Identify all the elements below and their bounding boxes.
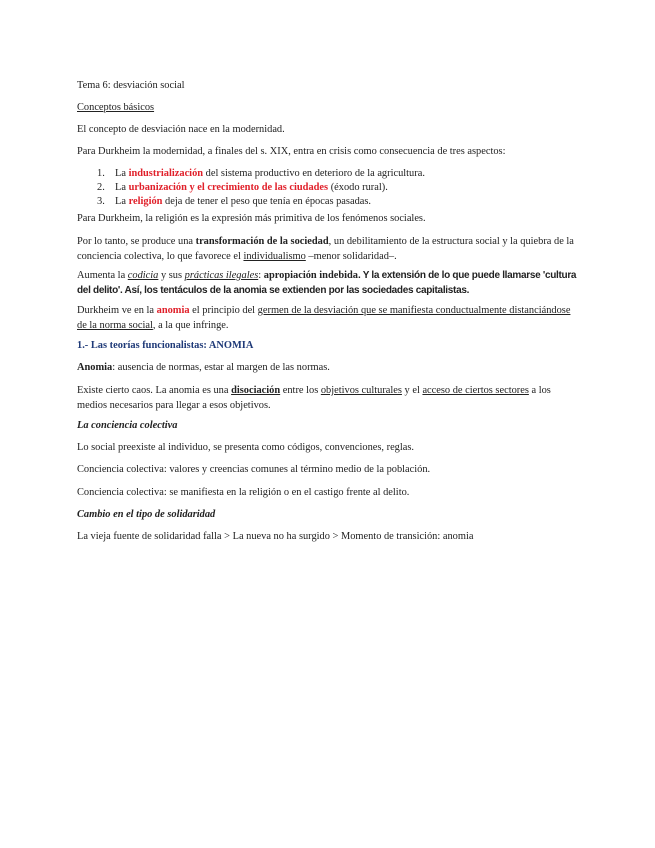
- list-number: 2.: [97, 182, 105, 193]
- highlight-term: religión: [128, 196, 163, 207]
- list-number: 1.: [97, 168, 105, 179]
- paragraph: Por lo tanto, se produce una transformación de la sociedad, un debilitamiento de la estructura social y la quiebra de la conciencia colectiva, lo que favorece el individualismo –menor solidaridad–.: [77, 236, 574, 262]
- paragraph: Existe cierto caos. La anomia es una disociación entre los objetivos culturales y el acceso de ciertos sectores a los medios necesarios para llegar a esos objetivos.: [77, 385, 551, 411]
- list-item: 1. La industrialización del sistema productivo en deterioro de la agricultura.: [97, 168, 425, 179]
- highlight-term: urbanización y el crecimiento de las ciudades: [128, 182, 329, 193]
- paragraph: La vieja fuente de solidaridad falla > La nueva no ha surgido > Momento de transición: anomia: [77, 531, 474, 542]
- document-title: Tema 6: desviación social: [77, 80, 185, 91]
- paragraph: Conciencia colectiva: se manifiesta en la religión o en el castigo frente al delito.: [77, 487, 410, 498]
- paragraph: Anomia: ausencia de normas, estar al margen de las normas.: [77, 362, 330, 373]
- numbered-list: [77, 166, 580, 208]
- highlight-term: industrialización: [128, 168, 204, 179]
- section-heading-conceptos: Conceptos básicos: [77, 102, 155, 113]
- list-number: 3.: [97, 196, 105, 207]
- list-item: 2. La urbanización y el crecimiento de las ciudades (éxodo rural).: [97, 182, 388, 193]
- list-item: 3. La religión deja de tener el peso que tenía en épocas pasadas.: [97, 196, 372, 207]
- paragraph: El concepto de desviación nace en la modernidad.: [77, 124, 285, 135]
- paragraph: Aumenta la codicia y sus prácticas ilegales: apropiación indebida. Y la extensión de lo que puede llamarse 'cultura del delito'. Así, los tentáculos de la anomia se extienden por las sociedades capitalistas.: [77, 270, 577, 296]
- paragraph: Conciencia colectiva: valores y creencias comunes al término medio de la población.: [77, 464, 431, 475]
- subheading-cambio-solidaridad: Cambio en el tipo de solidaridad: [77, 509, 216, 520]
- paragraph: Lo social preexiste al individuo, se presenta como códigos, convenciones, reglas.: [77, 442, 415, 453]
- section-heading-anomia: 1.- Las teorías funcionalistas: ANOMIA: [77, 340, 254, 351]
- subheading-conciencia-colectiva: La conciencia colectiva: [77, 420, 178, 431]
- paragraph: Durkheim ve en la anomia el principio del germen de la desviación que se manifiesta conductualmente distanciándose de la norma social, a la que infringe.: [77, 305, 571, 331]
- paragraph: Para Durkheim la modernidad, a finales del s. XIX, entra en crisis como consecuencia de tres aspectos:: [77, 146, 506, 157]
- paragraph: Para Durkheim, la religión es la expresión más primitiva de los fenómenos sociales.: [77, 213, 426, 224]
